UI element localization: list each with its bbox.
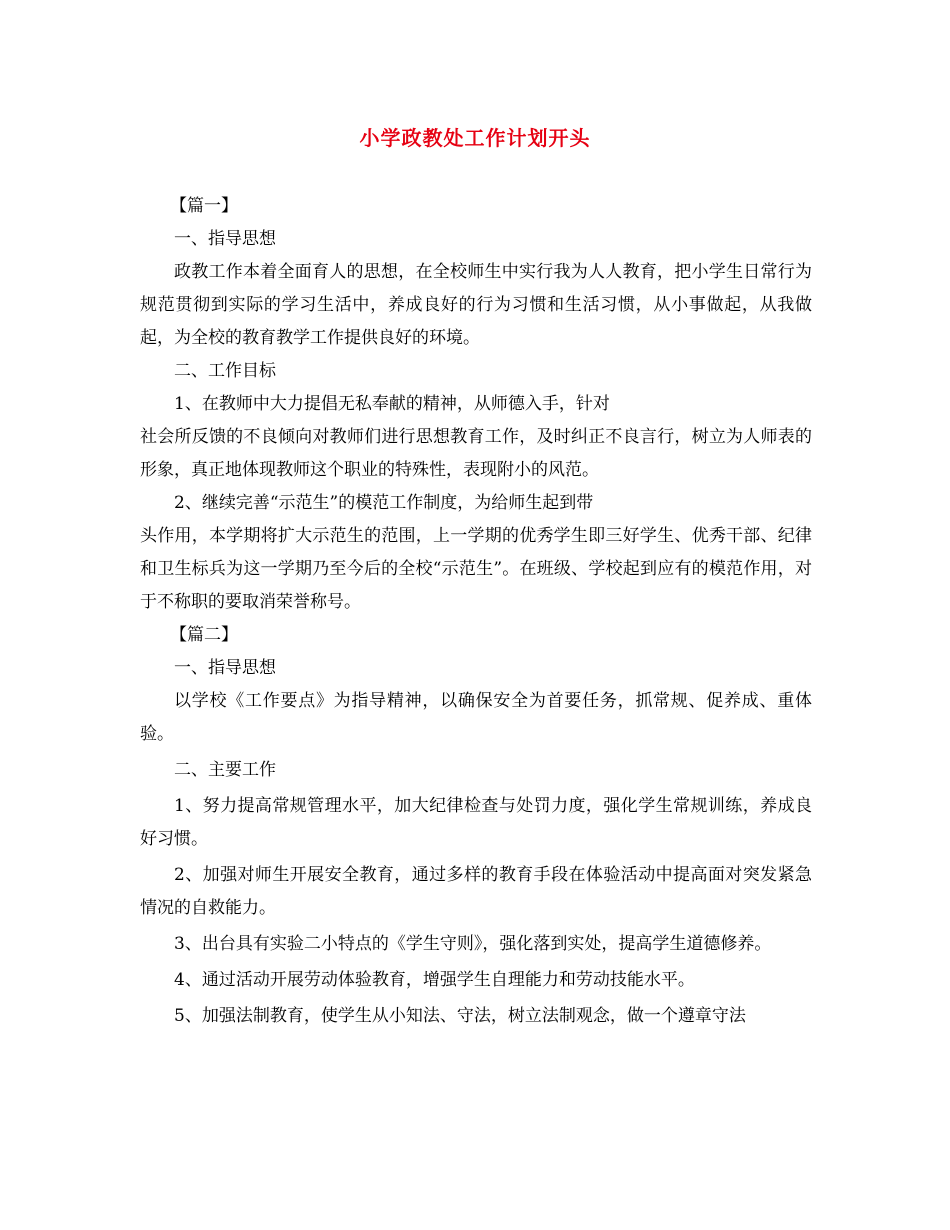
section-1-heading-2: 二、工作目标 — [174, 361, 276, 381]
document-body — [140, 190, 812, 1033]
section-1-paragraph-3: 社会所反馈的不良倾向对教师们进行思想教育工作，及时纠正不良言行，树立为人师表的形象，真正地体现教师这个职业的特殊性，表现附小的风范。 — [140, 427, 812, 480]
section-2-heading-1: 一、指导思想 — [174, 658, 276, 678]
section-1-heading-1: 一、指导思想 — [174, 229, 276, 249]
section-2-paragraph-5: 4、通过活动开展劳动体验教育，增强学生自理能力和劳动技能水平。 — [174, 970, 695, 990]
section-label-1: 【篇一】 — [170, 196, 238, 216]
section-1-paragraph-2: 1、在教师中大力提倡无私奉献的精神，从师德入手，针对 — [174, 394, 610, 414]
section-2-paragraph-6: 5、加强法制教育，使学生从小知法、守法，树立法制观念，做一个遵章守法 — [174, 1006, 746, 1026]
section-1-paragraph-4: 2、继续完善“示范生”的模范工作制度，为给师生起到带 — [174, 493, 594, 513]
section-2-heading-2: 二、主要工作 — [174, 760, 276, 780]
section-2-paragraph-2: 1、努力提高常规管理水平，加大纪律检查与处罚力度，强化学生常规训练，养成良好习惯。 — [140, 796, 812, 849]
section-label-2: 【篇二】 — [170, 625, 238, 645]
section-2-paragraph-1: 以学校《工作要点》为指导精神，以确保安全为首要任务，抓常规、促养成、重体验。 — [140, 691, 812, 744]
section-1-paragraph-5: 头作用，本学期将扩大示范生的范围，上一学期的优秀学生即三好学生、优秀干部、纪律和卫生标兵为这一学期乃至今后的全校“示范生”。在班级、学校起到应有的模范作用，对于不称职的要取消荣誉称号。 — [140, 526, 812, 612]
section-2-paragraph-4: 3、出台具有实验二小特点的《学生守则》，强化落到实处，提高学生道德修养。 — [174, 934, 772, 954]
document-title: 小学政教处工作计划开头 — [359, 126, 591, 150]
section-1-paragraph-1: 政教工作本着全面育人的思想，在全校师生中实行我为人人教育，把小学生日常行为规范贯彻到实际的学习生活中，养成良好的行为习惯和生活习惯，从小事做起，从我做起，为全校的教育教学工作提供良好的环境。 — [140, 262, 812, 348]
section-2-paragraph-3: 2、加强对师生开展安全教育，通过多样的教育手段在体验活动中提高面对突发紧急情况的自救能力。 — [140, 865, 812, 918]
